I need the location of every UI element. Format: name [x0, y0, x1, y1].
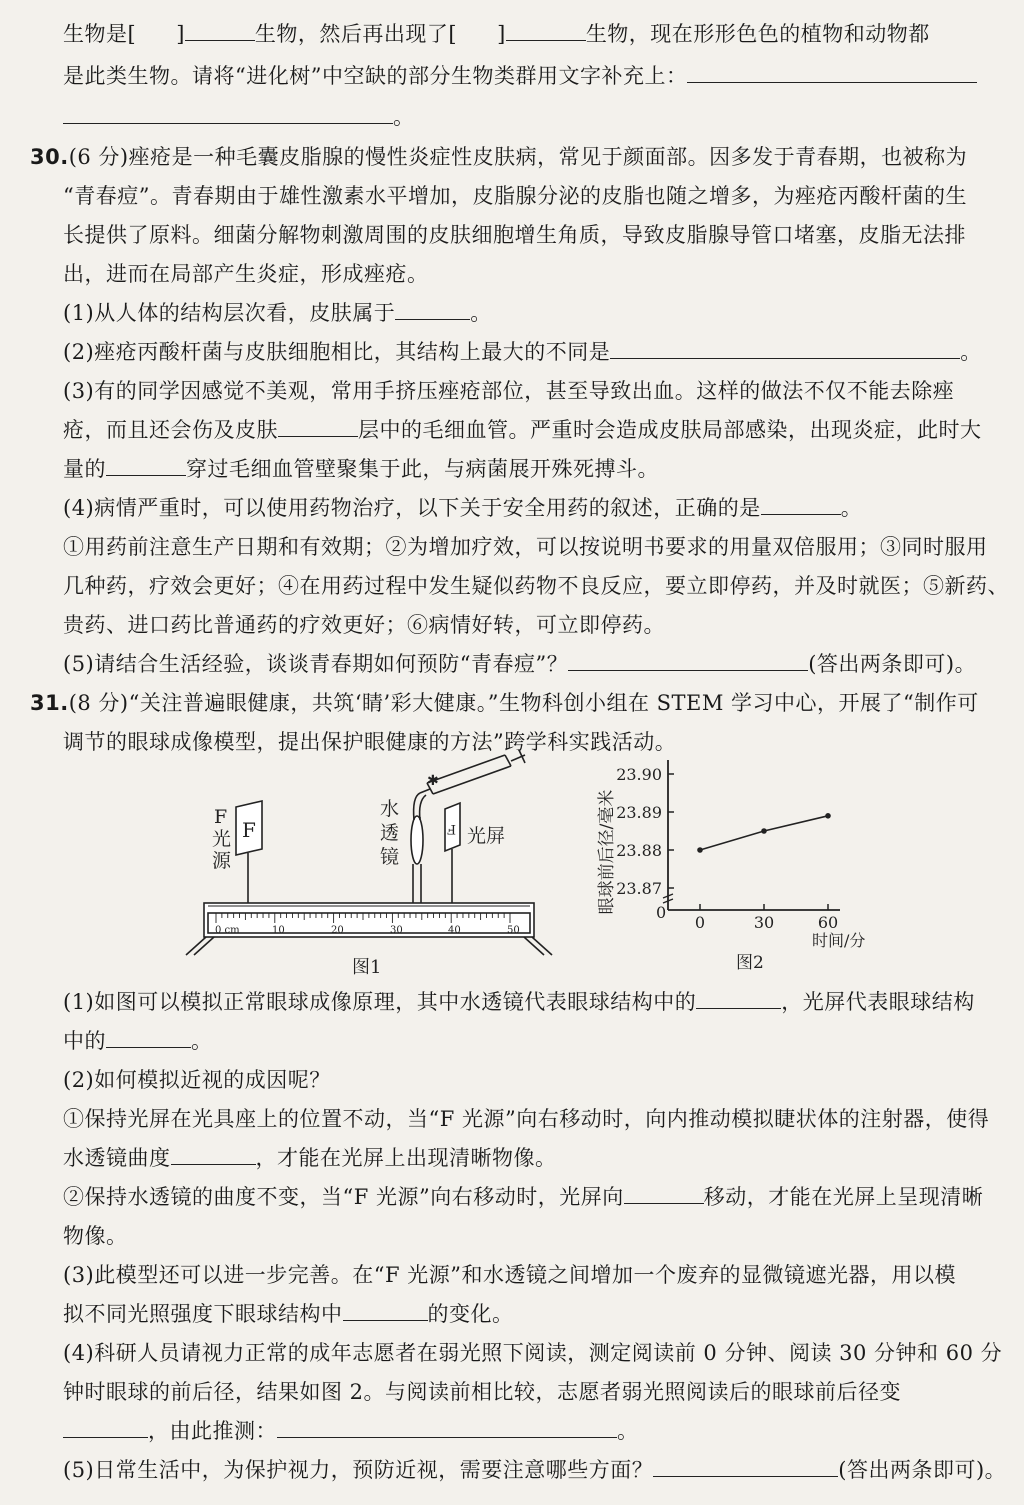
- text: 长提供了原料。细菌分解物刺激周围的皮肤细胞增生角质，导致皮脂腺导管口堵塞，皮脂无法排: [63, 223, 966, 247]
- text: ①保持光屏在光具座上的位置不动，当“F 光源”向右移动时，向内推动模拟睫状体的注射器，使得: [63, 1107, 990, 1131]
- x-tick-label: 60: [817, 913, 839, 932]
- data-point: [697, 847, 703, 853]
- q31-intro-1: [30, 689, 979, 717]
- q30-sub3-a: [63, 377, 954, 405]
- ruler-label: 50: [507, 925, 520, 936]
- lens-label-2: 透: [380, 822, 400, 844]
- light-screen: [445, 803, 505, 905]
- screen-label: 光屏: [467, 825, 506, 847]
- ruler-label: 30: [390, 925, 403, 936]
- answer-blank[interactable]: [277, 1421, 617, 1438]
- answer-blank[interactable]: [106, 459, 186, 476]
- answer-blank[interactable]: [171, 1148, 256, 1165]
- light-label-2: 光: [212, 828, 232, 850]
- text: 。: [840, 496, 863, 520]
- text: 物像。: [63, 1224, 128, 1248]
- text: (答出两条即可)。: [838, 1458, 1007, 1482]
- q30-intro-1: [30, 143, 967, 171]
- q31-sub4-c: [63, 1417, 639, 1445]
- q31-sub1-b: [63, 1027, 213, 1055]
- text: 生物是[: [63, 22, 137, 46]
- q30-sub4-opt2: [63, 572, 1009, 600]
- answer-blank[interactable]: [395, 303, 470, 320]
- q31-sub3-b: [63, 1300, 514, 1328]
- x-tick-label: 30: [753, 913, 775, 932]
- data-point: [825, 813, 831, 819]
- f-light-letter: F: [242, 818, 256, 842]
- screen-letter: F: [446, 821, 456, 836]
- q30-sub4-opt3: [63, 611, 665, 639]
- text: 。: [617, 1419, 639, 1443]
- water-lens: [380, 798, 423, 905]
- ruler-label: 40: [448, 925, 461, 936]
- q31-sub3-a: [63, 1261, 956, 1289]
- text: 层中的毛细血管。严重时会造成皮肤局部感染，出现炎症，此时大: [358, 418, 982, 442]
- f-light-source: [212, 801, 262, 908]
- lens-label-3: 镜: [380, 846, 400, 868]
- answer-blank[interactable]: [624, 1187, 704, 1204]
- answer-blank[interactable]: [696, 992, 781, 1009]
- q31-sub1-a: [63, 988, 975, 1016]
- line-1: [63, 20, 930, 48]
- x-tick-label: 0: [694, 913, 706, 932]
- text: “青春痘”。青春期由于雄性激素水平增加，皮脂腺分泌的皮脂也随之增多，为痤疮丙酸杆菌的生: [63, 184, 967, 208]
- data-point: [761, 828, 767, 834]
- text: (1)如图可以模拟正常眼球成像原理，其中水透镜代表眼球结构中的: [63, 990, 697, 1014]
- q31-sub4-a: [63, 1339, 1002, 1367]
- svg-text:✱: ✱: [427, 773, 439, 789]
- y-tick-label: 23.88: [616, 841, 662, 860]
- x-axis-label: 时间/分: [812, 931, 866, 950]
- y-tick-label: 23.90: [616, 765, 662, 784]
- text: ，光屏代表眼球结构: [781, 990, 975, 1014]
- text: (6 分)痤疮是一种毛囊皮脂腺的慢性炎症性皮肤病，常见于颜面部。因多发于青春期，也被称为: [68, 145, 968, 169]
- lens-label-1: 水: [380, 798, 400, 820]
- answer-blank[interactable]: [185, 24, 255, 41]
- light-label-3: 源: [212, 850, 232, 872]
- figure2-caption: 图2: [736, 953, 764, 973]
- figure2-line-chart: [590, 752, 880, 977]
- q30-sub4-opt1: [63, 533, 988, 561]
- line-3: [63, 103, 415, 131]
- text: (4)病情严重时，可以使用药物治疗，以下关于安全用药的叙述，正确的是: [63, 496, 761, 520]
- answer-blank[interactable]: [63, 1421, 148, 1438]
- q31-sub5: [63, 1456, 1006, 1484]
- answer-blank[interactable]: [610, 342, 960, 359]
- text: 疮，而且还会伤及皮肤: [63, 418, 278, 442]
- q31-sub2: [63, 1066, 331, 1094]
- text: 钟时眼球的前后径，结果如图 2。与阅读前相比较，志愿者弱光照阅读后的眼球前后径变: [63, 1380, 902, 1404]
- text: ①用药前注意生产日期和有效期；②为增加疗效，可以按说明书要求的用量双倍服用；③同时服用: [63, 535, 988, 559]
- text: (3)此模型还可以进一步完善。在“F 光源”和水透镜之间增加一个废弃的显微镜遮光器，用以模: [63, 1263, 956, 1287]
- figure1-optical-bench: [180, 745, 570, 980]
- question-number: 31.: [30, 691, 69, 715]
- answer-blank[interactable]: [761, 498, 841, 515]
- q30-sub3-c: [63, 455, 659, 483]
- answer-blank[interactable]: [506, 24, 586, 41]
- text: 。: [470, 301, 492, 325]
- text: 生物，然后再出现了[: [254, 22, 458, 46]
- text: ，才能在光屏上出现清晰物像。: [255, 1146, 557, 1170]
- text: 出，进而在局部产生炎症，形成痤疮。: [63, 262, 429, 286]
- text: 中的: [63, 1029, 106, 1053]
- text: 移动，才能在光屏上呈现清晰: [703, 1185, 984, 1209]
- text: 几种药，疗效会更好；④在用药过程中发生疑似药物不良反应，要立即停药，并及时就医；⑤新药、: [63, 574, 1009, 598]
- syringe-icon: [414, 750, 525, 820]
- ruler-label: 0 cm: [215, 925, 240, 936]
- y-tick-label: 23.87: [616, 879, 662, 898]
- text: 贵药、进口药比普通药的疗效更好；⑥病情好转，可立即停药。: [63, 613, 665, 637]
- text: 的变化。: [427, 1302, 514, 1326]
- line-2: [63, 62, 977, 90]
- q30-sub4: [63, 494, 862, 522]
- answer-blank[interactable]: [278, 420, 358, 437]
- text: 。: [393, 105, 415, 129]
- text: ，由此推测：: [148, 1419, 277, 1443]
- text: (1)从人体的结构层次看，皮肤属于: [63, 301, 396, 325]
- text: (5)请结合生活经验，谈谈青春期如何预防“青春痘”？: [63, 652, 569, 676]
- origin-label: 0: [656, 903, 667, 922]
- answer-blank[interactable]: [63, 107, 393, 124]
- text: 。: [191, 1029, 213, 1053]
- ruler-label: 10: [272, 925, 285, 936]
- q30-intro-3: [63, 221, 966, 249]
- y-axis-label: 眼球前后径/毫米: [597, 789, 617, 915]
- text: 穿过毛细血管壁聚集于此，与病菌展开殊死搏斗。: [186, 457, 659, 481]
- text: (2)如何模拟近视的成因呢？: [63, 1068, 331, 1092]
- ruler-label: 20: [331, 925, 344, 936]
- q31-sub2-a1: [63, 1105, 989, 1133]
- text: (3)有的同学因感觉不美观，常用手挤压痤疮部位，甚至导致出血。这样的做法不仅不能去除痤: [63, 379, 955, 403]
- text: 量的: [63, 457, 106, 481]
- text: 。: [960, 340, 982, 364]
- optical-bench-rail: [186, 903, 552, 955]
- answer-blank[interactable]: [687, 66, 977, 83]
- q30-intro-4: [63, 260, 429, 288]
- question-number: 30.: [30, 145, 69, 169]
- q30-sub5: [63, 650, 976, 678]
- answer-blank[interactable]: [343, 1304, 428, 1321]
- answer-blank[interactable]: [653, 1460, 838, 1477]
- text: (8 分)“关注普遍眼健康，共筑‘睛’彩大健康。”生物科创小组在 STEM 学习中心，开展了“制作可: [68, 691, 979, 715]
- text: 调节的眼球成像模型，提出保护眼健康的方法”跨学科实践活动。: [63, 730, 677, 754]
- figure1-caption: 图1: [352, 957, 382, 978]
- q30-sub3-b: [63, 416, 982, 444]
- q31-sub2-a2: [63, 1144, 557, 1172]
- q31-sub4-b: [63, 1378, 901, 1406]
- answer-blank[interactable]: [568, 654, 808, 671]
- q30-sub1: [63, 299, 492, 327]
- text: (4)科研人员请视力正常的成年志愿者在弱光照下阅读，测定阅读前 0 分钟、阅读 30 分钟和 60 分: [63, 1341, 1003, 1365]
- text: 拟不同光照强度下眼球结构中: [63, 1302, 343, 1326]
- text: ]: [497, 22, 506, 46]
- q30-sub2: [63, 338, 982, 366]
- text: (答出两条即可)。: [808, 652, 977, 676]
- light-label-1: F: [214, 806, 228, 828]
- q30-intro-2: [63, 182, 967, 210]
- text: 生物，现在形形色色的植物和动物都: [585, 22, 930, 46]
- text: ]: [176, 22, 185, 46]
- q31-sub2-b1: [63, 1183, 983, 1211]
- text: 是此类生物。请将“进化树”中空缺的部分生物类群用文字补充上：: [63, 64, 688, 88]
- text: (2)痤疮丙酸杆菌与皮肤细胞相比，其结构上最大的不同是: [63, 340, 611, 364]
- text: (5)日常生活中，为保护视力，预防近视，需要注意哪些方面？: [63, 1458, 654, 1482]
- text: 水透镜曲度: [63, 1146, 171, 1170]
- y-tick-label: 23.89: [616, 803, 662, 822]
- answer-blank[interactable]: [106, 1031, 191, 1048]
- q31-sub2-b2: [63, 1222, 128, 1250]
- text: ②保持水透镜的曲度不变，当“F 光源”向右移动时，光屏向: [63, 1185, 624, 1209]
